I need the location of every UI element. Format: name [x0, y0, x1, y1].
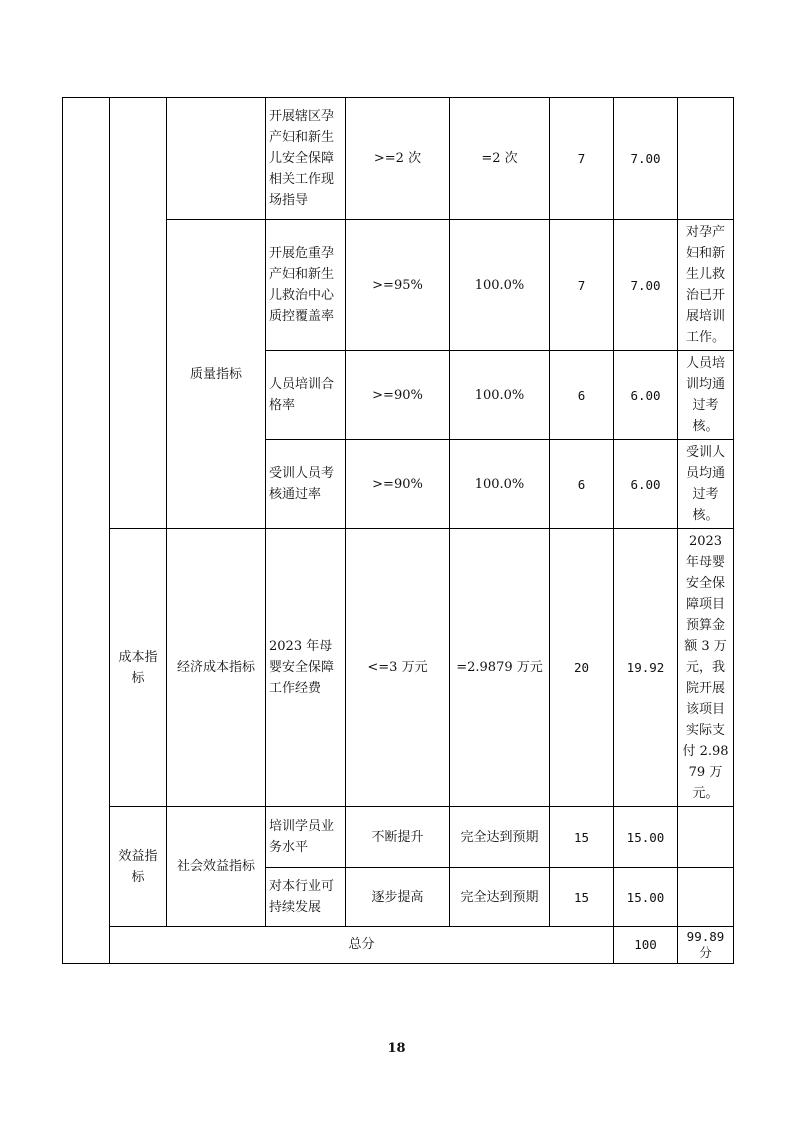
indicator-cell: 受训人员考核通过率	[266, 440, 346, 529]
indicator-cell: 对本行业可持续发展	[266, 868, 346, 927]
secondary-category-cell: 质量指标	[167, 220, 266, 529]
indicator-cell: 人员培训合格率	[266, 351, 346, 440]
actual-cell: =2.9879 万元	[450, 529, 550, 807]
weight-cell: 15	[550, 807, 614, 868]
secondary-category-cell: 经济成本指标	[167, 529, 266, 807]
remark-cell	[678, 807, 734, 868]
primary-category-continuation-cell	[110, 98, 167, 529]
weight-cell: 20	[550, 529, 614, 807]
primary-category-cell: 成本指标	[110, 529, 167, 807]
total-row	[63, 927, 734, 964]
target-cell: >=90%	[346, 351, 450, 440]
target-cell: 逐步提高	[346, 868, 450, 927]
indicator-cell: 开展辖区孕产妇和新生儿安全保障相关工作现场指导	[266, 98, 346, 220]
target-cell: 不断提升	[346, 807, 450, 868]
remark-cell	[678, 868, 734, 927]
actual-cell: 完全达到预期	[450, 868, 550, 927]
actual-cell: 100.0%	[450, 351, 550, 440]
page-number: 18	[387, 1041, 406, 1056]
weight-cell: 6	[550, 351, 614, 440]
weight-cell: 6	[550, 440, 614, 529]
total-weight-cell: 100	[614, 927, 678, 964]
indicator-cell: 开展危重孕产妇和新生儿救治中心质控覆盖率	[266, 220, 346, 351]
remark-cell: 对孕产妇和新生儿救治已开展培训工作。	[678, 220, 734, 351]
weight-cell: 7	[550, 220, 614, 351]
weight-cell: 7	[550, 98, 614, 220]
remark-cell: 受训人员均通过考核。	[678, 440, 734, 529]
target-cell: >=95%	[346, 220, 450, 351]
actual-cell: =2 次	[450, 98, 550, 220]
score-cell: 6.00	[614, 351, 678, 440]
primary-category-cell: 效益指标	[110, 807, 167, 927]
table-row	[63, 529, 734, 807]
target-cell: >=2 次	[346, 98, 450, 220]
actual-cell: 完全达到预期	[450, 807, 550, 868]
first-level-continuation-cell	[63, 98, 110, 964]
secondary-category-continuation-cell	[167, 98, 266, 220]
actual-cell: 100.0%	[450, 440, 550, 529]
target-cell: >=90%	[346, 440, 450, 529]
score-cell: 19.92	[614, 529, 678, 807]
remark-cell: 2023 年母婴安全保障项目预算金额 3 万元，我院开展该项目实际支付 2.9879 万元。	[678, 529, 734, 807]
table-row	[63, 807, 734, 868]
score-cell: 7.00	[614, 220, 678, 351]
score-cell: 15.00	[614, 868, 678, 927]
remark-cell: 人员培训均通过考核。	[678, 351, 734, 440]
weight-cell: 15	[550, 868, 614, 927]
total-score-cell: 99.89 分	[678, 927, 734, 964]
score-cell: 15.00	[614, 807, 678, 868]
total-label-cell: 总分	[110, 927, 614, 964]
score-cell: 6.00	[614, 440, 678, 529]
indicator-cell: 培训学员业务水平	[266, 807, 346, 868]
remark-cell	[678, 98, 734, 220]
indicator-cell: 2023 年母婴安全保障工作经费	[266, 529, 346, 807]
actual-cell: 100.0%	[450, 220, 550, 351]
score-cell: 7.00	[614, 98, 678, 220]
performance-table	[62, 97, 734, 964]
secondary-category-cell: 社会效益指标	[167, 807, 266, 927]
target-cell: <=3 万元	[346, 529, 450, 807]
table-row	[63, 98, 734, 220]
